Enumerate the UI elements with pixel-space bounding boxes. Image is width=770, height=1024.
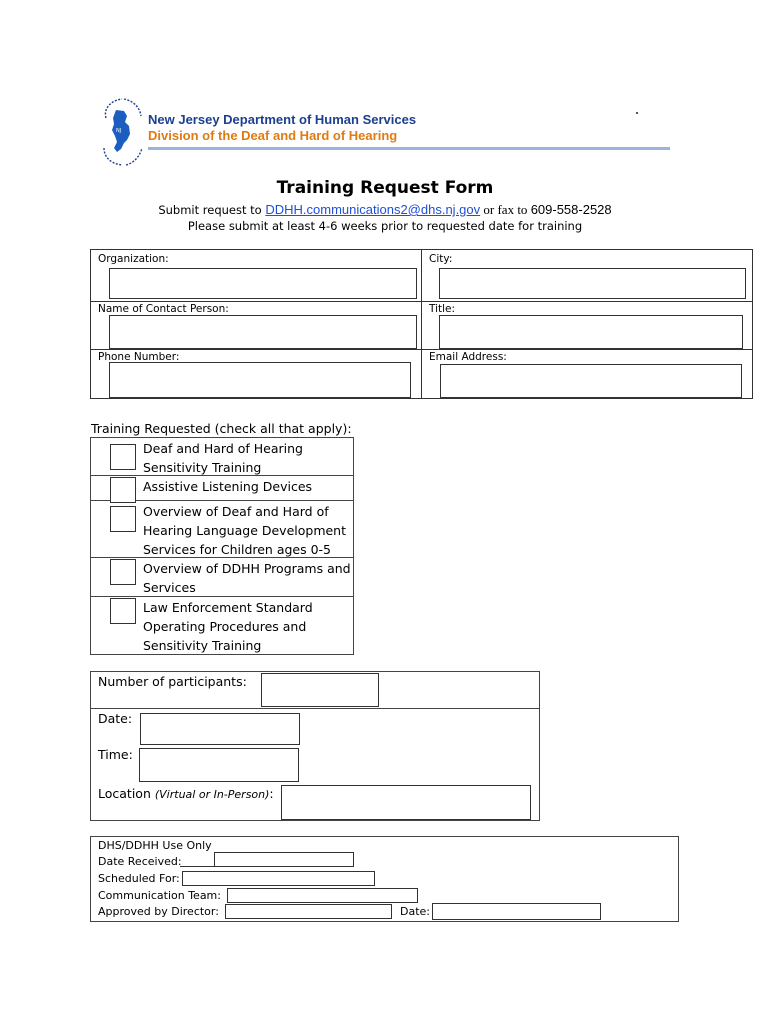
location-label bbox=[98, 786, 274, 801]
date-received-underline bbox=[180, 866, 214, 867]
training-option-ddhh-programs: Overview of DDHH Programs and Services bbox=[143, 561, 351, 595]
contact-table-divider bbox=[421, 249, 422, 399]
training-option-language-development: Overview of Deaf and Hard of Hearing Language Development Services for Children ages 0-5 bbox=[143, 504, 347, 557]
approval-date-field[interactable] bbox=[432, 903, 601, 920]
date-field[interactable] bbox=[140, 713, 300, 745]
organization-label: Organization: bbox=[98, 253, 169, 265]
fax-prefix: or fax to bbox=[480, 202, 531, 217]
approved-by-field[interactable] bbox=[225, 904, 392, 919]
svg-text:NJ: NJ bbox=[116, 128, 122, 134]
email-field[interactable] bbox=[440, 364, 742, 398]
training-option-listening-devices: Assistive Listening Devices bbox=[143, 479, 313, 494]
organization-field[interactable] bbox=[109, 268, 417, 299]
communication-team-label: Communication Team: bbox=[98, 889, 221, 902]
contact-person-label: Name of Contact Person: bbox=[98, 303, 229, 315]
training-checkbox-law-enforcement[interactable] bbox=[110, 598, 136, 624]
title-field[interactable] bbox=[439, 315, 743, 349]
form-title: Training Request Form bbox=[276, 178, 494, 198]
communication-team-field[interactable] bbox=[227, 888, 418, 903]
email-link[interactable]: DDHH.communications2@dhs.nj.gov bbox=[265, 202, 481, 217]
email-label: Email Address: bbox=[429, 351, 507, 363]
time-label: Time: bbox=[98, 747, 133, 762]
submit-prefix: Submit request to bbox=[158, 203, 266, 217]
date-received-label: Date Received: bbox=[98, 855, 182, 868]
contact-person-field[interactable] bbox=[109, 315, 417, 349]
department-name: New Jersey Department of Human Services bbox=[148, 112, 417, 127]
submit-instructions bbox=[0, 202, 770, 218]
date-label: Date: bbox=[98, 711, 133, 726]
fax-number: 609-558-2528 bbox=[530, 202, 612, 217]
location-hint: (Virtual or In-Person) bbox=[154, 788, 270, 801]
approved-by-label: Approved by Director: bbox=[98, 905, 219, 918]
details-row-line bbox=[90, 708, 540, 709]
location-field[interactable] bbox=[281, 785, 531, 820]
training-checkbox-listening-devices[interactable] bbox=[110, 477, 136, 503]
training-heading: Training Requested (check all that apply): bbox=[91, 421, 352, 436]
location-label-text: Location bbox=[98, 786, 151, 801]
phone-field[interactable] bbox=[109, 362, 411, 398]
stray-mark bbox=[636, 112, 638, 114]
contact-table-row-line bbox=[90, 301, 753, 302]
scheduled-for-field[interactable] bbox=[182, 871, 375, 886]
participants-label: Number of participants: bbox=[98, 674, 247, 689]
city-label: City: bbox=[429, 253, 453, 265]
training-option-law-enforcement: Law Enforcement Standard Operating Procedures and Sensitivity Training bbox=[143, 600, 313, 653]
scheduled-for-label: Scheduled For: bbox=[98, 872, 180, 885]
date-received-field[interactable] bbox=[214, 852, 354, 867]
training-option-sensitivity: Deaf and Hard of Hearing Sensitivity Training bbox=[143, 441, 303, 475]
title-label: Title: bbox=[429, 303, 456, 315]
nj-state-logo bbox=[100, 96, 146, 168]
time-field[interactable] bbox=[139, 748, 299, 782]
phone-label: Phone Number: bbox=[98, 351, 180, 363]
training-checkbox-sensitivity[interactable] bbox=[110, 444, 136, 470]
contact-table-row-line bbox=[90, 349, 753, 350]
header-rule bbox=[148, 147, 670, 150]
participants-field[interactable] bbox=[261, 673, 379, 707]
office-use-heading: DHS/DDHH Use Only bbox=[98, 839, 212, 852]
location-colon: : bbox=[269, 786, 274, 801]
training-checkbox-language-development[interactable] bbox=[110, 506, 136, 532]
advance-notice: Please submit at least 4-6 weeks prior to requested date for training bbox=[187, 219, 583, 233]
training-checkbox-ddhh-programs[interactable] bbox=[110, 559, 136, 585]
approval-date-label: Date: bbox=[400, 905, 430, 918]
division-name: Division of the Deaf and Hard of Hearing bbox=[148, 128, 398, 143]
city-field[interactable] bbox=[439, 268, 746, 299]
